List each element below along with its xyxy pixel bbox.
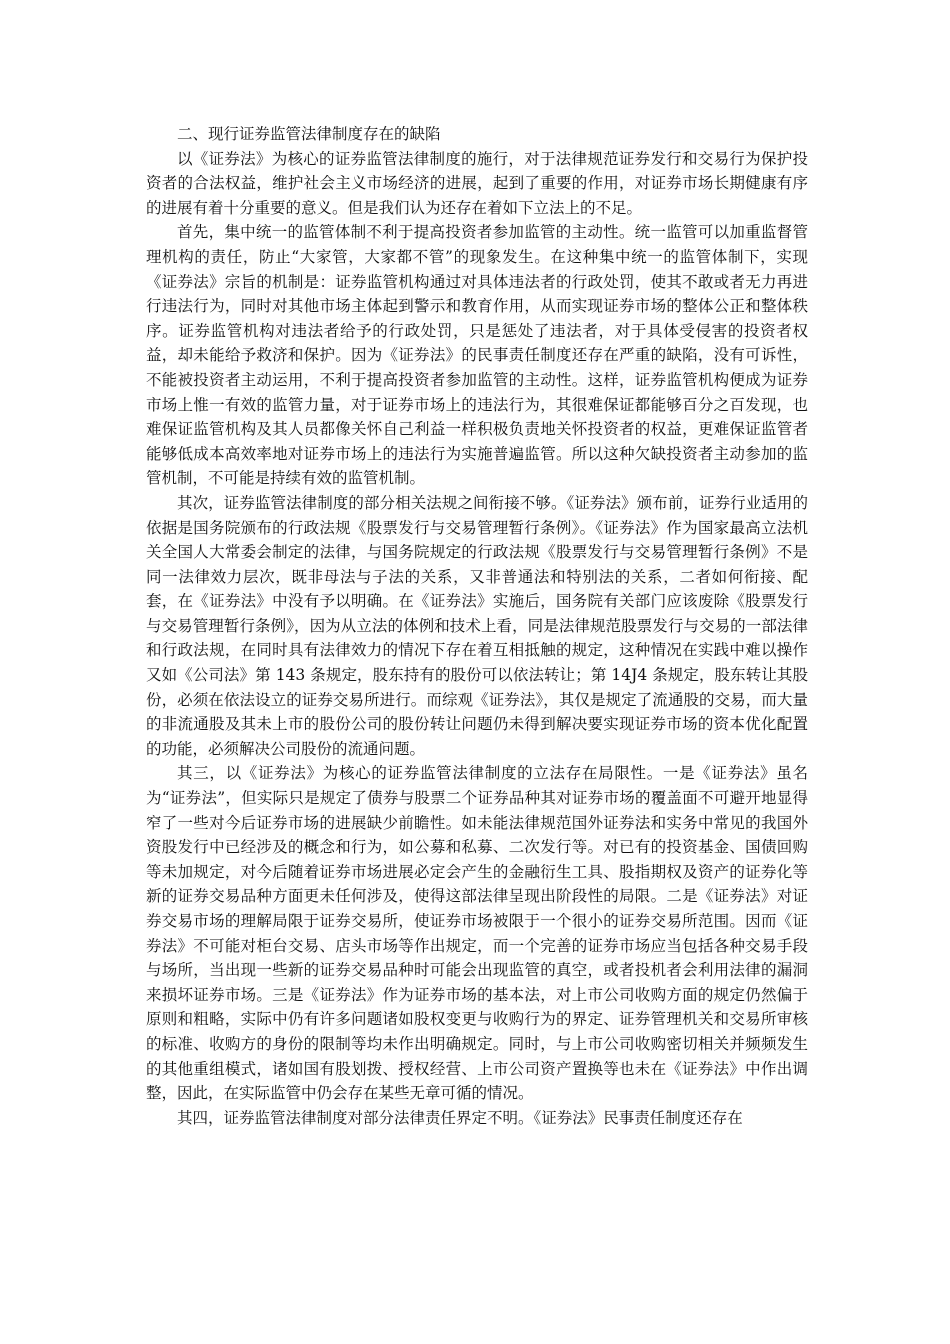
section-heading: 二、现行证券监管法律制度存在的缺陷 [177, 125, 441, 143]
paragraph-intro: 以《证券法》为核心的证券监管法律制度的施行，对于法律规范证券发行和交易行为保护投资者的合法权益，维护社会主义市场经济的进展，起到了重要的作用，对证券市场长期健康有序的进展有着十分重要的意义。但是我们认为还存在着如下立法上的不足。 [146, 149, 808, 217]
document-body [146, 122, 808, 1130]
paragraph-fourth-point: 其四，证券监管法律制度对部分法律责任界定不明。《证券法》民事责任制度还存在 [177, 1108, 743, 1127]
paragraph-third-point: 其三，以《证券法》为核心的证券监管法律制度的立法存在局限性。一是《证券法》虽名为“证券法”，但实际只是规定了债券与股票二个证券品种其对证券市场的覆盖面不可避开地显得窄了一些对今后证券市场的进展缺少前瞻性。如未能法律规范国外证券法和实务中常见的我国外资股发行中已经涉及的概念和行为，如公募和私募、二次发行等。对已有的投资基金、国债回购等未加规定，对今后随着证券市场进展必定会产生的金融衍生工具、股指期权及资产的证券化等新的证券交易品种方面更未任何涉及，使得这部法律呈现出阶段性的局限。二是《证券法》对证券交易市场的理解局限于证券交易所，使证券市场被限于一个很小的证券交易所范围。因而《证券法》不可能对柜台交易、店头市场等作出规定，而一个完善的证券市场应当包括各种交易手段与场所，当出现一些新的证券交易品种时可能会出现监管的真空，或者投机者会利用法律的漏洞来损坏证券市场。三是《证券法》作为证券市场的基本法，对上市公司收购方面的规定仍然偏于原则和粗略，实际中仍有许多问题诸如股权变更与收购行为的界定、证券管理机关和交易所审核的标准、收购方的身份的限制等均未作出明确规定。同时，与上市公司收购密切相关并频频发生的其他重组模式，诸如国有股划拨、授权经营、上市公司资产置换等也未在《证券法》中作出调整，因此，在实际监管中仍会存在某些无章可循的情况。 [146, 764, 808, 1103]
paragraph-first-point: 首先，集中统一的监管体制不利于提高投资者参加监管的主动性。统一监管可以加重监督管理机构的责任，防止“大家管，大家都不管”的现象发生。在这种集中统一的监管体制下，实现《证券法》宗旨的机制是：证券监管机构通过对具体违法者的行政处罚，使其不敢或者无力再进行违法行为，同时对其他市场主体起到警示和教育作用，从而实现证券市场的整体公正和整体秩序。证券监管机构对违法者给予的行政处罚，只是惩处了违法者，对于具体受侵害的投资者权益，却未能给予救济和保护。因为《证券法》的民事责任制度还存在严重的缺陷，没有可诉性，不能被投资者主动运用，不利于提高投资者参加监管的主动性。这样，证券监管机构便成为证券市场上惟一有效的监管力量，对于证券市场上的违法行为，其很难保证都能够百分之百发现，也难保证监管机构及其人员都像关怀自己利益一样积极负责地关怀投资者的权益，更难保证监管者能够低成本高效率地对证券市场上的违法行为实施普遍监管。所以这种欠缺投资者主动参加的监管机制，不可能是持续有效的监管机制。 [146, 223, 808, 488]
paragraph-second-point: 其次，证券监管法律制度的部分相关法规之间衔接不够。《证券法》颁布前，证券行业适用的依据是国务院颁布的行政法规《股票发行与交易管理暂行条例》。《证券法》作为国家最高立法机关全国人大常委会制定的法律，与国务院规定的行政法规《股票发行与交易管理暂行条例》不是同一法律效力层次，既非母法与子法的关系，又非普通法和特别法的关系，二者如何衔接、配套，在《证券法》中没有予以明确。在《证券法》实施后，国务院有关部门应该废除《股票发行与交易管理暂行条例》，因为从立法的体例和技术上看，同是法律规范股票发行与交易的一部法律和行政法规，在同时具有法律效力的情况下存在着互相抵触的规定，这种情况在实践中难以操作又如《公司法》第 143 条规定，股东持有的股份可以依法转让；第 14J4 条规定，股东转让其股份，必须在依法设立的证券交易所进行。而综观《证券法》，其仅是规定了流通股的交易，而大量的非流通股及其未上市的股份公司的股份转让问题仍未得到解决要实现证券市场的资本优化配置的功能，必须解决公司股份的流通问题。 [146, 493, 808, 758]
